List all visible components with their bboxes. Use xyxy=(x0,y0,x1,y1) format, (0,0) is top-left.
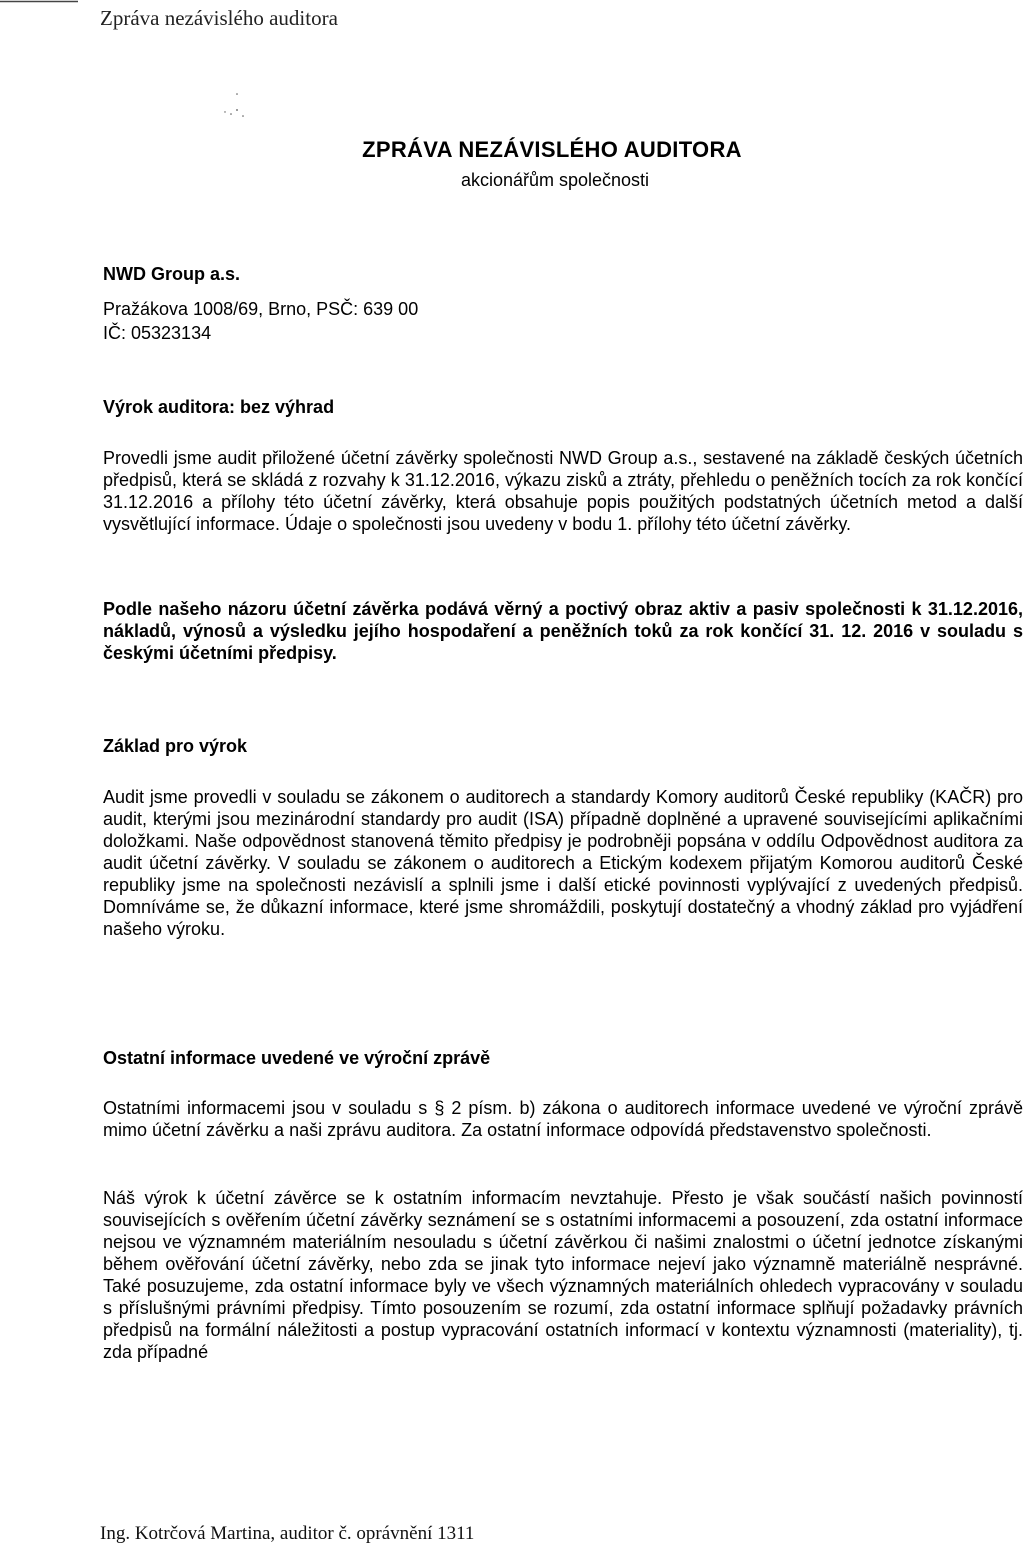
opinion-paragraph-2: Podle našeho názoru účetní závěrka podává věrný a poctivý obraz aktiv a pasiv společnosti k 31.12.2016, nákladů, výnosů a výsledku jejího hospodaření a peněžních toků za rok končící 31. 12. 2016 v souladu s českými účetními předpisy. xyxy=(103,599,1023,663)
report-title: ZPRÁVA NEZÁVISLÉHO AUDITORA xyxy=(362,137,742,162)
running-header-title: Zpráva nezávislého auditora xyxy=(100,6,338,30)
other-info-heading: Ostatní informace uvedené ve výroční zprávě xyxy=(103,1048,491,1068)
company-block xyxy=(103,263,1023,344)
opinion-paragraph-1: Provedli jsme audit přiložené účetní závěrky společnosti NWD Group a.s., sestavené na základě českých účetních předpisů, která se skládá z rozvahy k 31.12.2016, výkazu zisků a ztráty, přehledu o peněžních tocích za rok končící 31.12.2016 a přílohy této účetní závěrky, která obsahuje popis použitých podstatných účetních metod a další vysvětlující informace. Údaje o společnosti jsou uvedeny v bodu 1. přílohy této účetní závěrky. xyxy=(103,448,1023,534)
opinion-heading: Výrok auditora: bez výhrad xyxy=(103,397,335,417)
footer-signature-line: Ing. Kotrčová Martina, auditor č. oprávnění 1311 xyxy=(100,1523,475,1544)
company-ico: IČ: 05323134 xyxy=(103,323,212,343)
basis-heading: Základ pro výrok xyxy=(103,736,248,756)
company-name: NWD Group a.s. xyxy=(103,264,241,284)
other-info-paragraph-1: Ostatními informacemi jsou v souladu s § 2 písm. b) zákona o auditorech informace uvedené ve výroční zprávě mimo účetní závěrku a naši zprávu auditora. Za ostatní informace odpovídá představenstvo společnosti. xyxy=(103,1098,1023,1140)
company-address: Pražákova 1008/69, Brno, PSČ: 639 00 xyxy=(103,299,419,319)
report-subtitle: akcionářům společnosti xyxy=(460,170,650,190)
other-info-paragraph-2: Náš výrok k účetní závěrce se k ostatním informacím nevztahuje. Přesto je však součástí našich povinností souvisejících s ověřením účetní závěrky seznámení se s ostatními informacemi a posouzení, zda ostatní informace nejsou ve významném materiálním nesouladu s účetní závěrkou či našimi znalostmi o účetní jednotce získanými během ověřování účetní závěrky, nebo zda se jinak tyto informace nejeví jako významně materiálně nesprávné. Také posuzujeme, zda ostatní informace byly ve všech významných materiálních ohledech vypracovány v souladu s příslušnými právními předpisy. Tímto posouzením se rozumí, zda ostatní informace splňují požadavky právních předpisů na formální náležitosti a postup vypracování ostatních informací v kontextu významnosti (materiality), tj. zda případné xyxy=(103,1188,1023,1362)
basis-paragraph: Audit jsme provedli v souladu se zákonem o auditorech a standardy Komory auditorů České republiky (KAČR) pro audit, kterými jsou mezinárodní standardy pro audit (ISA) případně doplněné a upravené souvisejícími aplikačními doložkami. Naše odpovědnost stanovená těmito předpisy je podrobněji popsána v oddílu Odpovědnost auditora za audit účetní závěrky. V souladu se zákonem o auditorech a Etickým kodexem přijatým Komorou auditorů České republiky jsme na společnosti nezávislí a splnili jsme i další etické povinnosti vyplývající z uvedených předpisů. Domníváme se, že důkazní informace, které jsme shromáždili, poskytují dostatečný a vhodný základ pro vyjádření našeho výroku. xyxy=(103,787,1023,939)
scan-speck-marks xyxy=(215,90,255,120)
scan-edge-mark xyxy=(0,0,78,4)
